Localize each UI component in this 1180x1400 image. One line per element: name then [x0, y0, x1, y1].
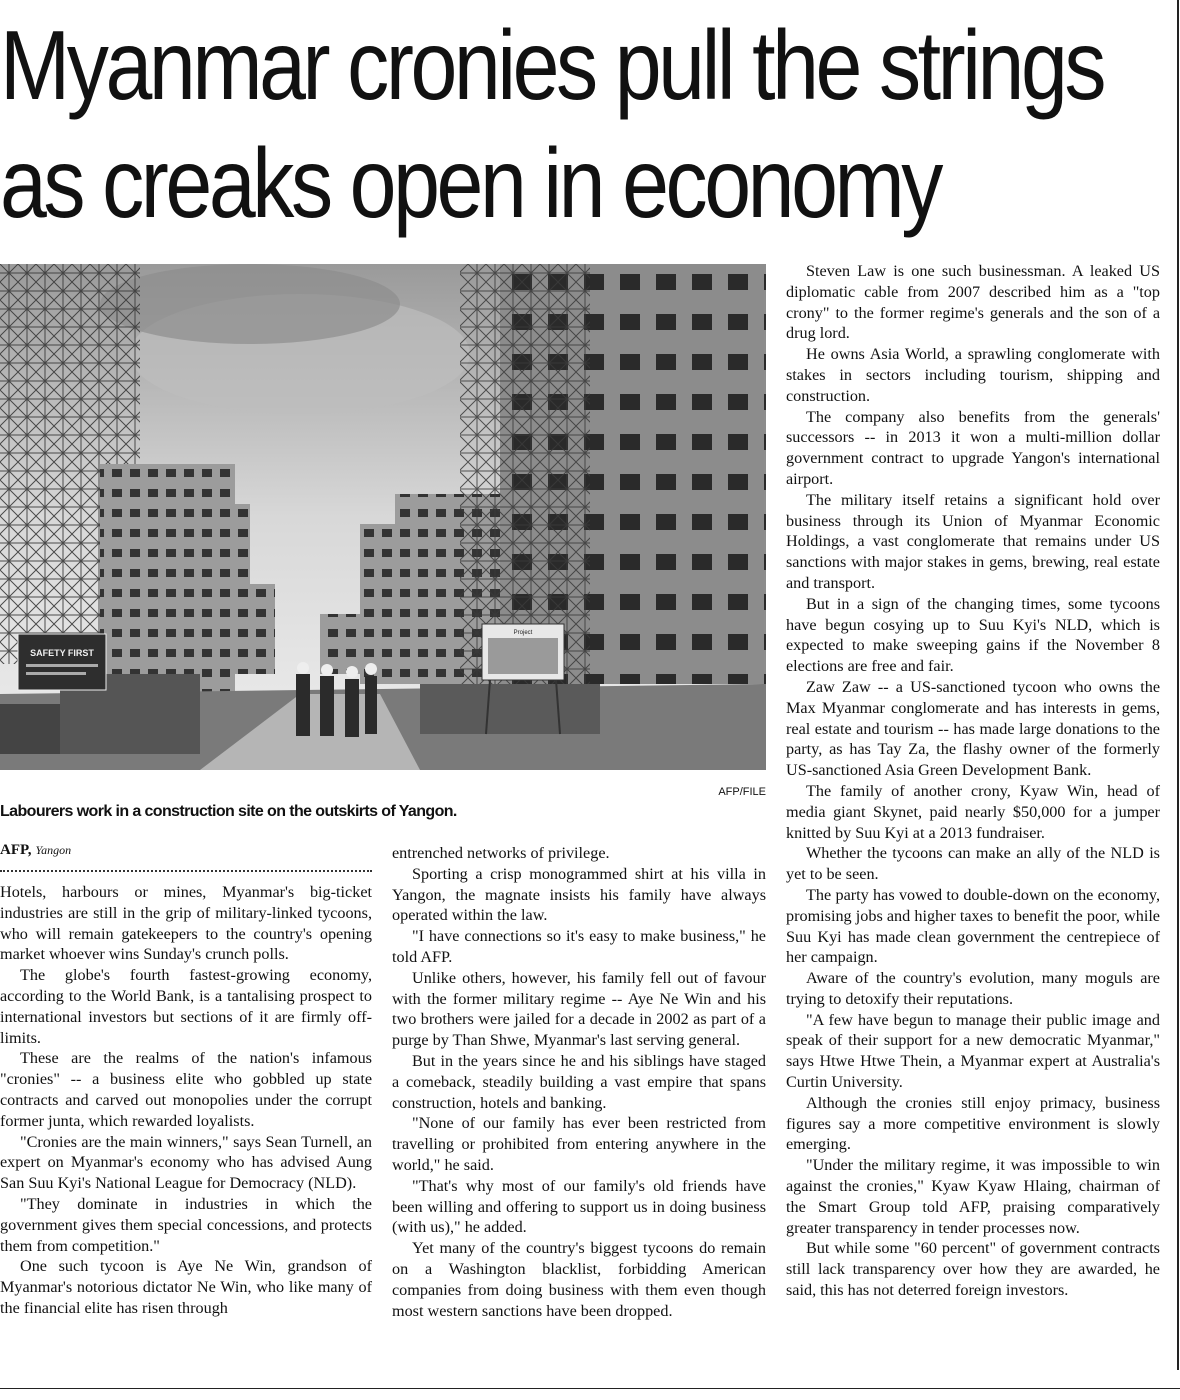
headline-line-1: Myanmar cronies pull the strings — [0, 10, 1104, 120]
paragraph: Unlike others, however, his family fell out of favour with the former military regime -- Aye Ne Win and his two brothers were jailed for a decade in 2002 as part of a purge by Than Shwe, Myanmar's last serving general. — [392, 968, 766, 1050]
paragraph: Whether the tycoons can make an ally of the NLD is yet to be seen. — [786, 844, 1160, 884]
paragraph: The party has vowed to double-down on the economy, promising jobs and higher taxes to benefit the poor, while Suu Kyi has made clean government the centrepiece of her campaign. — [786, 885, 1160, 967]
paragraph: Hotels, harbours or mines, Myanmar's big-ticket industries are still in the grip of military-linked tycoons, who will remain gatekeepers to the country's opening market whoever wins Sunday's crunch polls. — [0, 883, 372, 964]
byline-divider — [0, 870, 372, 872]
paragraph: Although the cronies still enjoy primacy, business figures say a more competitive environment is slowly emerging. — [786, 1093, 1160, 1154]
byline-agency: AFP, — [0, 842, 32, 858]
construction-site-photo — [0, 264, 766, 770]
paragraph: "Under the military regime, it was impossible to win against the cronies," Kyaw Kyaw Hlaing, chairman of the Smart Group told AFP, praising comparatively greater transparency in tender processes now. — [786, 1156, 1160, 1237]
page-edge-rule — [1177, 0, 1179, 1370]
paragraph: One such tycoon is Aye Ne Win, grandson of Myanmar's notorious dictator Ne Win, who like many of the financial elite has risen through — [0, 1257, 372, 1317]
article-column-2 — [392, 843, 766, 1321]
paragraph: "That's why most of our family's old friends have been willing and offering to support us in doing business (with us)," he added. — [392, 1176, 766, 1237]
headline — [0, 6, 1104, 242]
paragraph: But while some "60 percent" of government contracts still lack transparency over how they are awarded, he said, this has not deterred foreign investors. — [786, 1239, 1160, 1300]
paragraph: "Cronies are the main winners," says Sean Turnell, an expert on Myanmar's economy who has advised Aung San Suu Kyi's National League for Democracy (NLD). — [0, 1132, 372, 1193]
safety-sign-text: SAFETY FIRST — [30, 648, 94, 658]
paragraph: Yet many of the country's biggest tycoons do remain on a Washington blacklist, forbidding American companies from doing business with them even though most western sanctions have been dropped. — [392, 1239, 766, 1320]
paragraph: The family of another crony, Kyaw Win, head of media giant Skynet, paid nearly $50,000 for a jumper knitted by Suu Kyi at a 2013 fundraiser. — [786, 781, 1160, 842]
paragraph: "None of our family has ever been restricted from travelling or prohibited from entering anywhere in the world," he said. — [392, 1114, 766, 1174]
project-board-text: Project — [513, 630, 533, 636]
paragraph: Steven Law is one such businessman. A leaked US diplomatic cable from 2007 described him as a "top crony" to the former regime's generals and the son of a drug lord. — [786, 262, 1160, 343]
paragraph: But in a sign of the changing times, some tycoons have begun cosying up to Suu Kyi's NLD, which is expected to make sweeping gains if the November 8 elections are free and fair. — [786, 594, 1160, 676]
paragraph: "They dominate in industries in which the government gives them special concessions, and protects them from competition." — [0, 1194, 372, 1255]
paragraph: But in the years since he and his siblings have staged a comeback, steadily building a vast empire that spans construction, hotels and banking. — [392, 1051, 766, 1112]
article-column-1 — [0, 882, 372, 1319]
paragraph: The globe's fourth fastest-growing economy, according to the World Bank, is a tantalising prospect to international investors but sections of it are firmly off-limits. — [0, 966, 372, 1047]
article-column-3 — [786, 261, 1160, 1301]
paragraph: Zaw Zaw -- a US-sanctioned tycoon who owns the Max Myanmar conglomerate and has interests in gems, real estate and tourism -- has made large donations to the party, as has Tay Za, the flashy owner of the formerly US-sanctioned Asia Green Development Bank. — [786, 677, 1160, 780]
paragraph: The military itself retains a significant hold over business through its Union of Myanmar Economic Holdings, a vast conglomerate that remains under US sanctions with major stakes in gems, brewing, real estate and transport. — [786, 490, 1160, 592]
byline-place: Yangon — [35, 843, 72, 857]
paragraph: Aware of the country's evolution, many moguls are trying to detoxify their reputations. — [786, 969, 1160, 1008]
paragraph: "A few have begun to manage their public image and speak of their support for a new democratic Myanmar," says Htwe Htwe Thein, a Myanmar expert at Australia's Curtin University. — [786, 1010, 1160, 1092]
photo-credit: AFP/FILE — [718, 786, 766, 798]
paragraph: The company also benefits from the generals' successors -- in 2013 it won a multi-million dollar government contract to upgrade Yangon's international airport. — [786, 407, 1160, 488]
paragraph: entrenched networks of privilege. — [392, 844, 610, 862]
byline — [0, 842, 372, 859]
headline-line-2: as creaks open in economy — [0, 128, 940, 238]
photo-caption: Labourers work in a construction site on the outskirts of Yangon. — [0, 803, 457, 820]
paragraph: Sporting a crisp monogrammed shirt at his villa in Yangon, the magnate insists his family have always operated within the law. — [392, 864, 766, 925]
paragraph: He owns Asia World, a sprawling conglomerate with stakes in sectors including tourism, shipping and construction. — [786, 345, 1160, 405]
paragraph: "I have connections so it's easy to make business," he told AFP. — [392, 927, 766, 966]
page-bottom-rule — [0, 1388, 1180, 1389]
paragraph: These are the realms of the nation's infamous "cronies" -- a business elite who gobbled up state contracts and carved out monopolies under the corrupt former junta, which rewarded loyalists. — [0, 1049, 372, 1130]
